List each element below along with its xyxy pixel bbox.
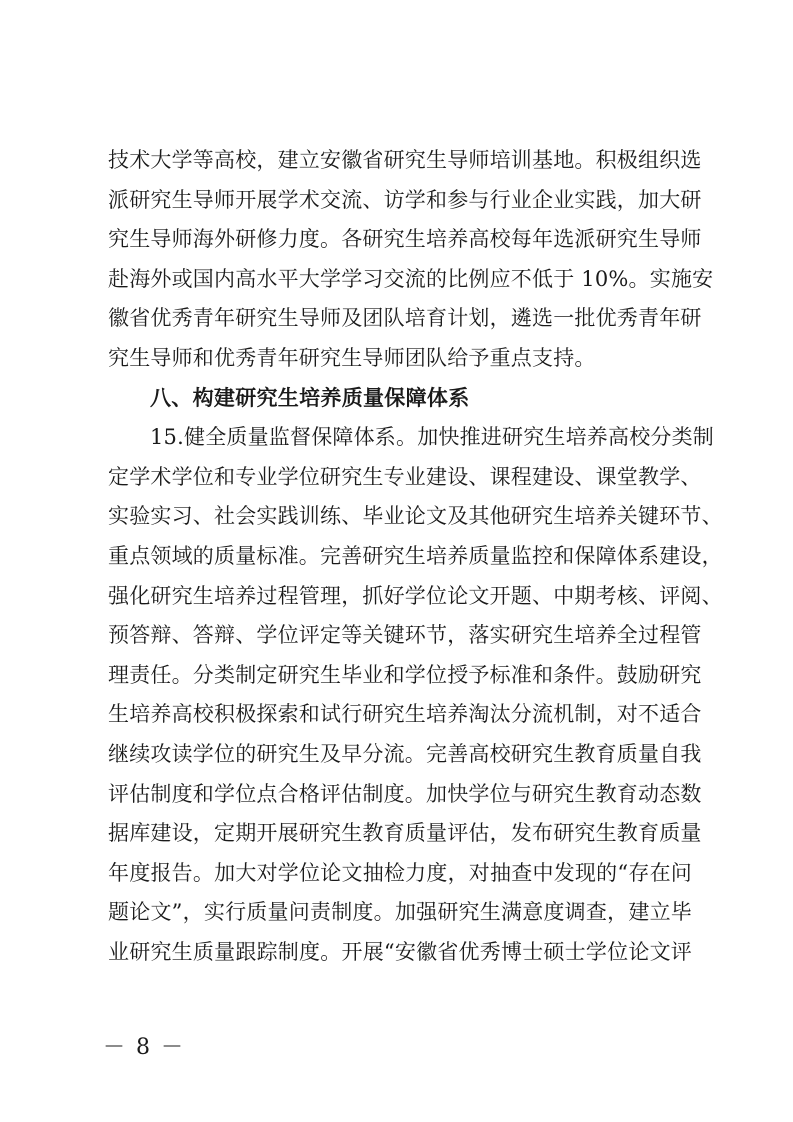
paragraph-line: 赴海外或国内高水平大学学习交流的比例应不低于 10%。实施安 [108, 266, 714, 291]
paragraph-line: 重点领域的质量标准。完善研究生培养质量监控和保障体系建设， [108, 543, 723, 568]
paragraph-line: 技术大学等高校，建立安徽省研究生导师培训基地。积极组织选 [108, 148, 702, 172]
paragraph-line: 究生导师海外研修力度。各研究生培养高校每年选派研究生导师 [108, 227, 702, 252]
section-heading: 八、构建研究生培养质量保障体系 [150, 385, 470, 410]
document-body [108, 141, 723, 972]
paragraph-line: 预答辩、答辩、学位评定等关键环节，落实研究生培养全过程管 [108, 623, 702, 648]
paragraph-line: 15.健全质量监督保障体系。加快推进研究生培养高校分类制 [150, 425, 714, 450]
paragraph-line: 生培养高校积极探索和试行研究生培养淘汰分流机制，对不适合 [108, 702, 702, 727]
paragraph-line: 理责任。分类制定研究生毕业和学位授予标准和条件。鼓励研究 [108, 662, 702, 687]
page-number: － 8 － [103, 1035, 185, 1060]
paragraph-line: 据库建设，定期开展研究生教育质量评估，发布研究生教育质量 [108, 821, 702, 846]
paragraph-line: 徽省优秀青年研究生导师及团队培育计划，遴选一批优秀青年研 [108, 306, 702, 331]
paragraph-line: 派研究生导师开展学术交流、访学和参与行业企业实践，加大研 [108, 187, 702, 212]
paragraph-line: 强化研究生培养过程管理，抓好学位论文开题、中期考核、评阅、 [108, 583, 723, 608]
paragraph-line: 定学术学位和专业学位研究生专业建设、课程建设、课堂教学、 [108, 464, 702, 489]
paragraph-line: 继续攻读学位的研究生及早分流。完善高校研究生教育质量自我 [108, 741, 702, 766]
paragraph-line: 业研究生质量跟踪制度。开展“安徽省优秀博士硕士学位论文评 [108, 939, 692, 964]
paragraph-line: 年度报告。加大对学位论文抽检力度，对抽查中发现的“存在问 [108, 860, 692, 885]
paragraph-line: 实验实习、社会实践训练、毕业论文及其他研究生培养关键环节、 [108, 504, 723, 529]
paragraph-line: 评估制度和学位点合格评估制度。加快学位与研究生教育动态数 [108, 781, 702, 806]
paragraph-line: 题论文”，实行质量问责制度。加强研究生满意度调查，建立毕 [108, 900, 692, 925]
paragraph-line: 究生导师和优秀青年研究生导师团队给予重点支持。 [108, 345, 596, 370]
